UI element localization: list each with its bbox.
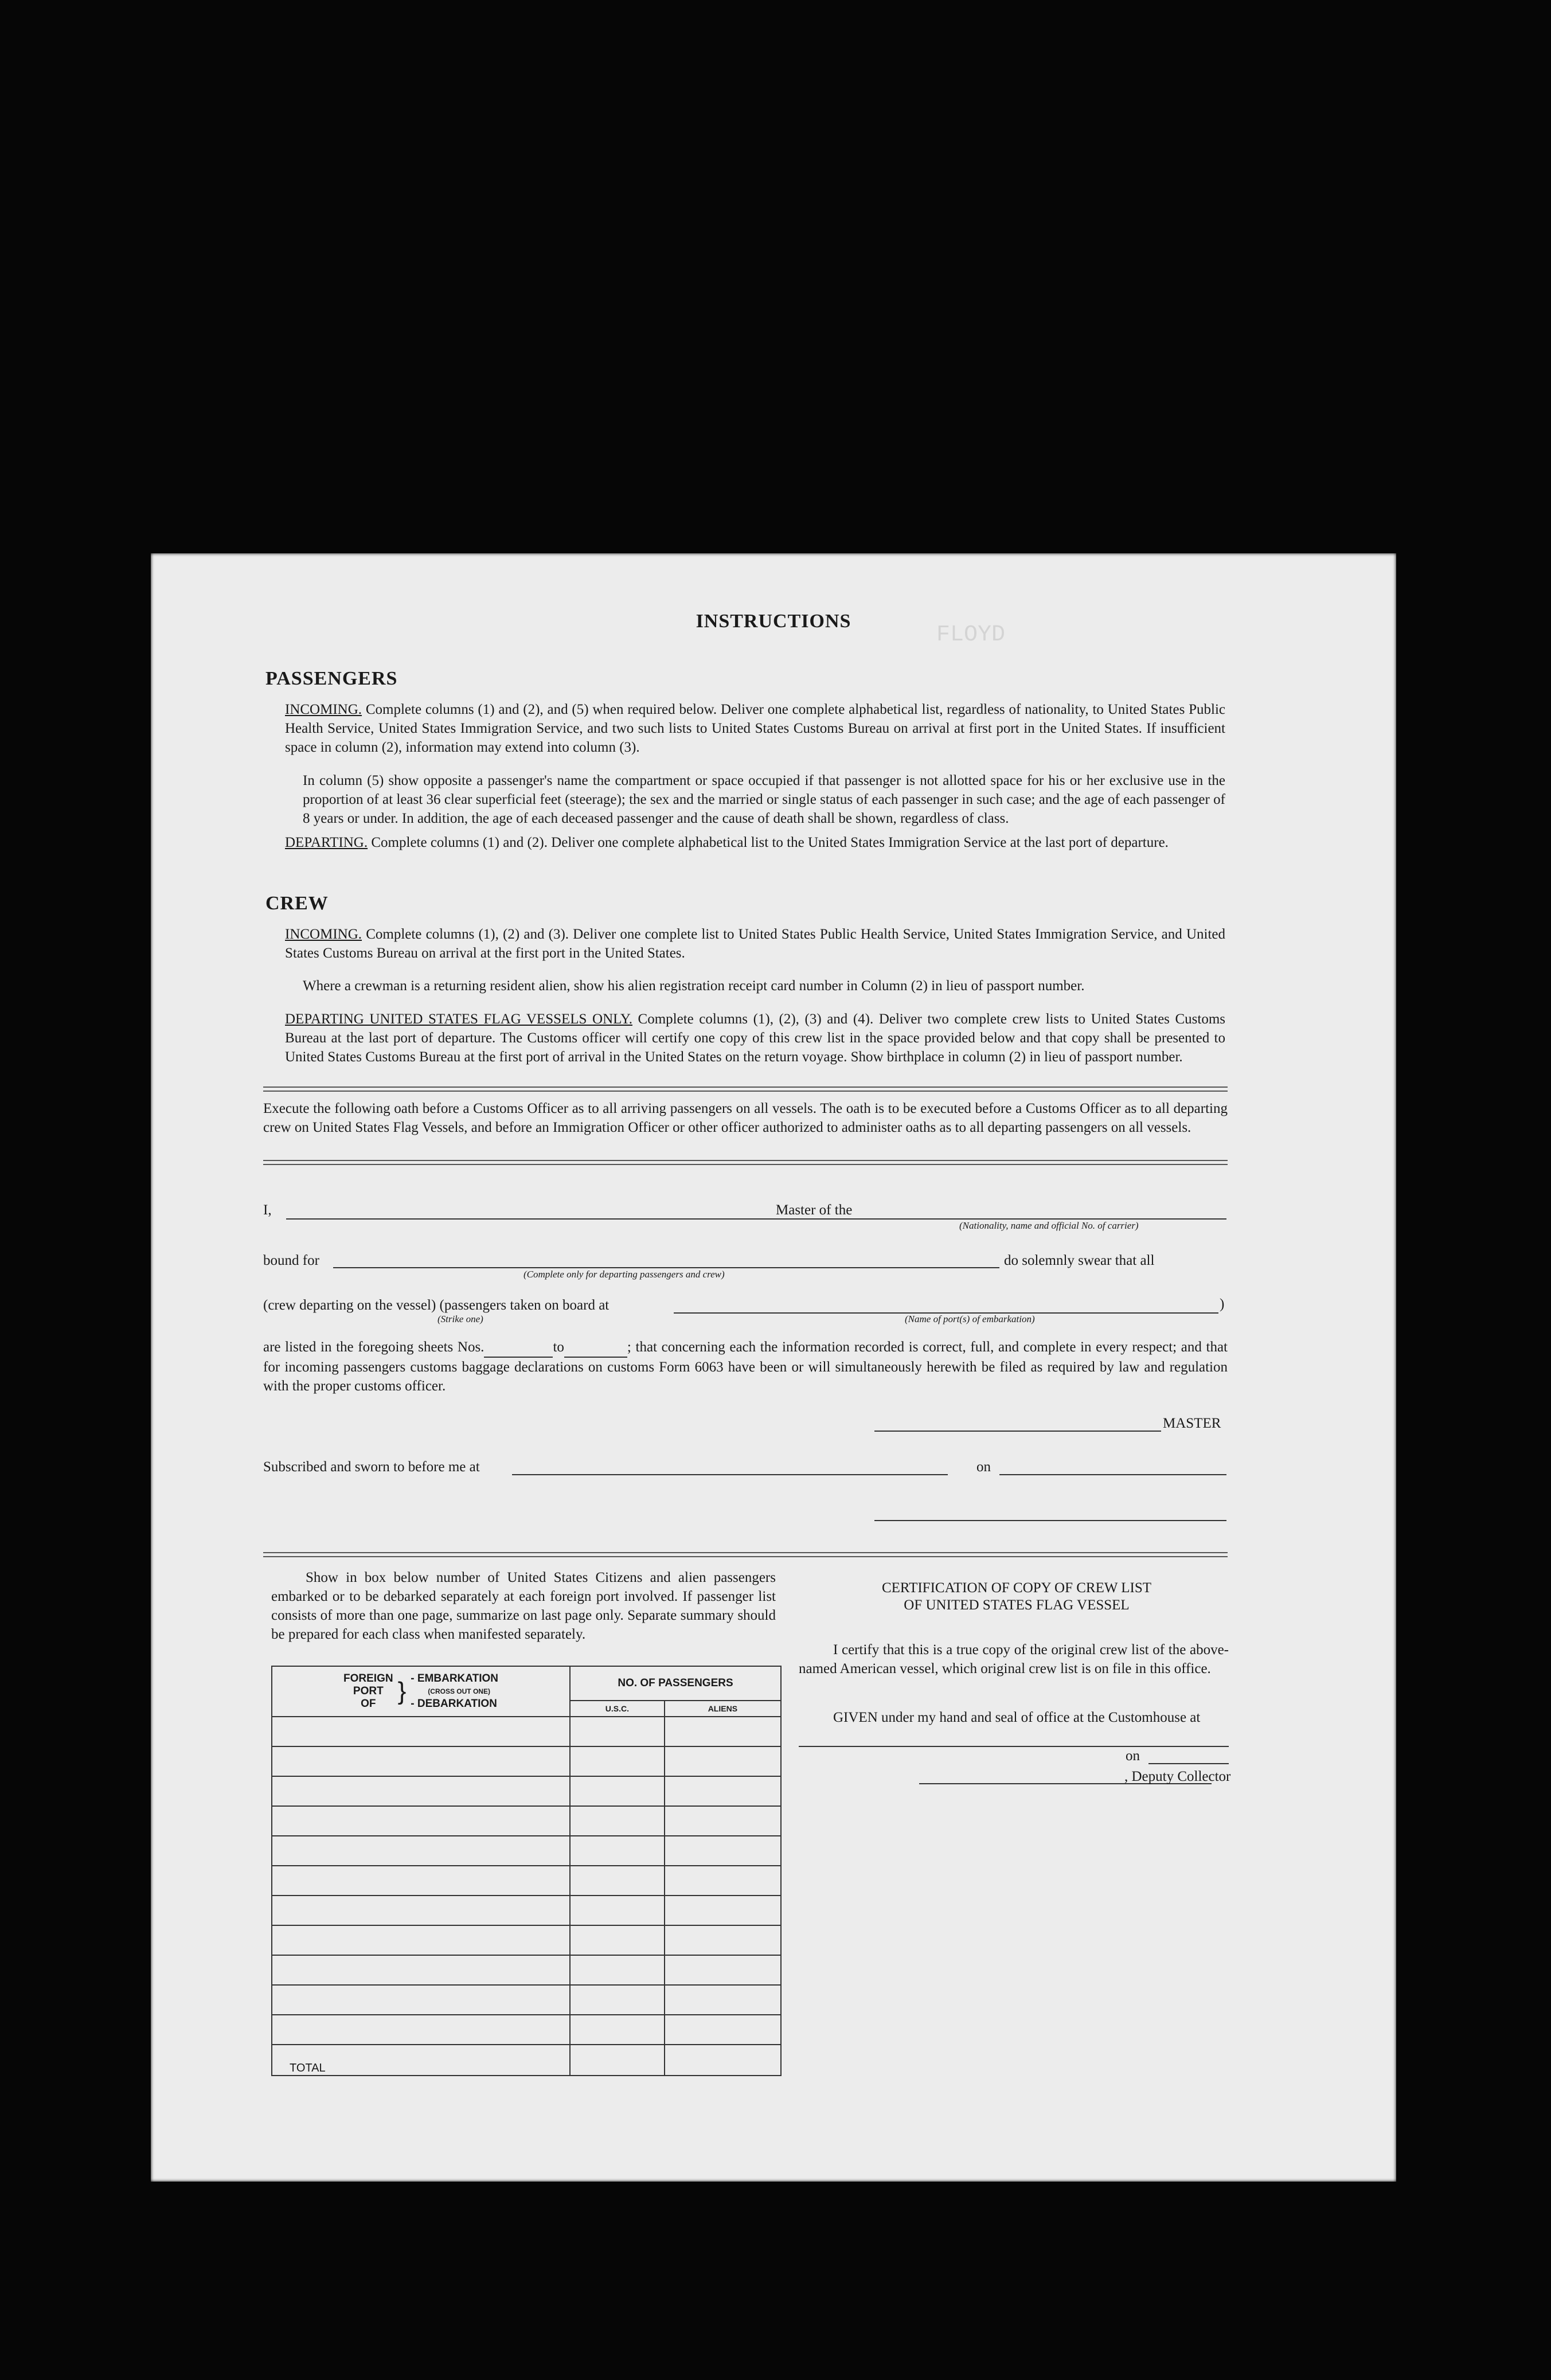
oath-i-label: I, [263, 1202, 272, 1218]
certification-on-label: on [1126, 1748, 1140, 1764]
usc-cell[interactable] [570, 1746, 665, 1776]
aliens-cell[interactable] [665, 1896, 781, 1925]
aliens-cell[interactable] [665, 1776, 781, 1806]
table-row [272, 1896, 781, 1925]
usc-cell[interactable] [570, 1806, 665, 1836]
usc-cell[interactable] [570, 1836, 665, 1866]
port-cell[interactable] [272, 1806, 570, 1836]
port-cell[interactable] [272, 1866, 570, 1896]
aliens-cell[interactable] [665, 1985, 781, 2015]
table-row [272, 1866, 781, 1896]
usc-cell[interactable] [570, 1955, 665, 1985]
usc-cell[interactable] [570, 1866, 665, 1896]
foreign-port-line1: FOREIGN [343, 1672, 393, 1685]
aliens-total-cell[interactable] [665, 2045, 781, 2076]
bound-for-line[interactable] [333, 1267, 999, 1268]
passengers-column5-paragraph [303, 771, 1225, 828]
subscribed-label: Subscribed and sworn to before me at [263, 1459, 480, 1475]
passengers-incoming-text: Complete columns (1) and (2), and (5) when required below. Deliver one complete alphabetical list, regardless of nationality, to United States Public Health Service, United States Immigration Service, and two such lists to United States Customs Bureau on arrival at first port in the United States. If insufficient space in column (2), information may extend into column (3). [285, 702, 1226, 755]
port-cell[interactable] [272, 1776, 570, 1806]
listed-paragraph [263, 1338, 1228, 1396]
foreign-port-line3: OF [361, 1698, 376, 1710]
aliens-header: ALIENS [665, 1701, 781, 1717]
embarkation-label[interactable]: - EMBARKATION [411, 1672, 498, 1685]
swear-label: do solemnly swear that all [1004, 1253, 1155, 1268]
usc-header: U.S.C. [570, 1701, 665, 1717]
port-cell[interactable] [272, 1836, 570, 1866]
customhouse-line[interactable] [799, 1746, 1229, 1747]
usc-cell[interactable] [570, 1717, 665, 1746]
given-text: GIVEN under my hand and seal of office at the Customhouse at [833, 1710, 1201, 1725]
crew-incoming-paragraph [285, 925, 1225, 963]
summary-note [271, 1568, 776, 1644]
passengers-heading: PASSENGERS [265, 668, 398, 689]
listed-post: ; that concerning each the information recorded is correct, full, and complete in every respect; and that for incoming passengers customs baggage declarations on customs Form 6063 have been or will simultaneously herewith be filed as required by law and regulation with the proper customs officer. [263, 1339, 1228, 1394]
port-header [272, 1666, 570, 1717]
strike-caption: (Strike one) [437, 1314, 483, 1324]
cross-out-label: (CROSS OUT ONE) [428, 1687, 490, 1695]
brace-icon: } [397, 1677, 407, 1705]
passengers-departing-text: Complete columns (1) and (2). Deliver one complete alphabetical list to the United States Immigration Service at the last port of departure. [371, 835, 1169, 850]
passenger-summary-table [271, 1666, 782, 2076]
no-passengers-header: NO. OF PASSENGERS [570, 1666, 781, 1701]
listed-pre: are listed in the foregoing sheets Nos. [263, 1339, 485, 1355]
given-paragraph [799, 1708, 1229, 1727]
aliens-cell[interactable] [665, 1955, 781, 1985]
usc-cell[interactable] [570, 1985, 665, 2015]
master-signature-line[interactable] [874, 1431, 1161, 1432]
usc-cell[interactable] [570, 1925, 665, 1955]
crew-incoming-label: INCOMING. [285, 927, 362, 942]
passengers-incoming-label: INCOMING. [285, 702, 362, 717]
port-cell[interactable] [272, 1896, 570, 1925]
aliens-cell[interactable] [665, 1746, 781, 1776]
aliens-cell[interactable] [665, 1866, 781, 1896]
port-cell[interactable] [272, 1955, 570, 1985]
summary-divider [263, 1552, 1228, 1557]
table-row [272, 1925, 781, 1955]
close-paren: ) [1220, 1296, 1225, 1312]
master-label: MASTER [1163, 1416, 1221, 1431]
passengers-departing-paragraph [285, 833, 1225, 852]
master-of-label: Master of the [776, 1202, 853, 1218]
officer-signature-line[interactable] [874, 1520, 1226, 1521]
certification-title [804, 1580, 1229, 1614]
subscribed-date-line[interactable] [999, 1474, 1226, 1475]
usc-cell[interactable] [570, 2015, 665, 2045]
table-row [272, 1955, 781, 1985]
usc-cell[interactable] [570, 1896, 665, 1925]
debarkation-label[interactable]: - DEBARKATION [411, 1698, 497, 1710]
table-row [272, 1717, 781, 1746]
table-row [272, 1985, 781, 2015]
certify-paragraph [799, 1640, 1229, 1678]
crew-passengers-label: (crew departing on the vessel) (passengers taken on board at [263, 1298, 610, 1313]
sheet-from-field[interactable] [484, 1338, 553, 1358]
form-sheet [151, 553, 1396, 2182]
crew-departing-label: DEPARTING UNITED STATES FLAG VESSELS ONLY. [285, 1011, 632, 1027]
aliens-cell[interactable] [665, 1717, 781, 1746]
oath-execute-paragraph [263, 1099, 1228, 1137]
summary-note-text: Show in box below number of United States Citizens and alien passengers embarked or to be debarked separately at each foreign port involved. If passenger list consists of more than one page, summarize on last page only. Separate summary should be prepared for each class when manifested separately. [271, 1570, 776, 1642]
bound-for-label: bound for [263, 1253, 319, 1268]
crew-departing-paragraph [285, 1010, 1225, 1066]
total-row [272, 2045, 781, 2076]
certify-text: I certify that this is a true copy of the original crew list of the above-named American vessel, which original crew list is on file in this office. [799, 1642, 1229, 1676]
passengers-departing-label: DEPARTING. [285, 835, 368, 850]
subscribed-place-line[interactable] [512, 1474, 948, 1475]
embark-caption: (Name of port(s) of embarkation) [905, 1314, 1035, 1324]
usc-cell[interactable] [570, 1776, 665, 1806]
oath-execute-text: Execute the following oath before a Customs Officer as to all arriving passengers on all vessels. The oath is to be executed before a Customs Officer as to all departing crew on United States Flag Vessels, and before an Immigration Officer or other officer authorized to administer oaths as to all departing passengers on all vessels. [263, 1101, 1228, 1135]
bleed-through-text: FLOYD [936, 622, 1006, 648]
table-row [272, 1836, 781, 1866]
carrier-caption: (Nationality, name and official No. of carrier) [959, 1220, 1139, 1231]
listed-to: to [553, 1339, 564, 1355]
certification-title-line2: OF UNITED STATES FLAG VESSEL [904, 1597, 1130, 1613]
sheet-to-field[interactable] [564, 1338, 627, 1358]
port-cell[interactable] [272, 1746, 570, 1776]
carrier-line[interactable] [874, 1218, 1226, 1220]
aliens-cell[interactable] [665, 1836, 781, 1866]
passengers-incoming-paragraph [285, 700, 1225, 757]
subscribed-on-label: on [976, 1459, 991, 1475]
crew-resident-paragraph [303, 976, 1225, 995]
port-cell[interactable] [272, 1717, 570, 1746]
aliens-cell[interactable] [665, 1806, 781, 1836]
port-cell[interactable] [272, 1925, 570, 1955]
crew-incoming-text: Complete columns (1), (2) and (3). Deliver one complete list to United States Public Health Service, United States Immigration Service, and United States Customs Bureau on arrival at the first port in the United States. [285, 927, 1225, 961]
foreign-port-line2: PORT [353, 1685, 384, 1697]
crew-departing-text: Complete columns (1), (2), (3) and (4). Deliver two complete crew lists to United States Customs Bureau at the last port of departure. The Customs officer will certify one copy of this crew list in the space provided below and that copy shall be presented to United States Customs Bureau at the first port of arrival in the United States on the return voyage. Show birthplace in column (2) in lieu of passport number. [285, 1011, 1225, 1065]
passengers-column5-text: In column (5) show opposite a passenger's name the compartment or space occupied if that passenger is not allotted space for his or her exclusive use in the proportion of at least 36 clear superficial feet (steerage); the sex and the married or single status of each passenger in such case; and the age of each passenger of 8 years or under. In addition, the age of each deceased passenger and the cause of death shall be shown, regardless of class. [303, 773, 1225, 826]
master-name-line[interactable] [286, 1218, 917, 1220]
crew-resident-text: Where a crewman is a returning resident alien, show his alien registration receipt card number in Column (2) in lieu of passport number. [303, 978, 1085, 994]
section-divider [263, 1087, 1228, 1092]
table-row [272, 1746, 781, 1776]
bound-caption: (Complete only for departing passengers and crew) [523, 1269, 725, 1280]
crew-heading: CREW [265, 893, 329, 914]
aliens-cell[interactable] [665, 2015, 781, 2045]
certification-title-line1: CERTIFICATION OF COPY OF CREW LIST [881, 1580, 1152, 1596]
aliens-cell[interactable] [665, 1925, 781, 1955]
table-row [272, 1776, 781, 1806]
usc-total-cell[interactable] [570, 2045, 665, 2076]
port-cell[interactable] [272, 1985, 570, 2015]
deputy-collector-label: , Deputy Collector [1124, 1769, 1231, 1784]
total-label: TOTAL [272, 2045, 570, 2076]
port-cell[interactable] [272, 2015, 570, 2045]
certification-date-line[interactable] [1148, 1763, 1229, 1764]
table-row [272, 2015, 781, 2045]
instructions-title: INSTRUCTIONS [696, 611, 851, 632]
oath-divider [263, 1160, 1228, 1165]
table-row [272, 1806, 781, 1836]
